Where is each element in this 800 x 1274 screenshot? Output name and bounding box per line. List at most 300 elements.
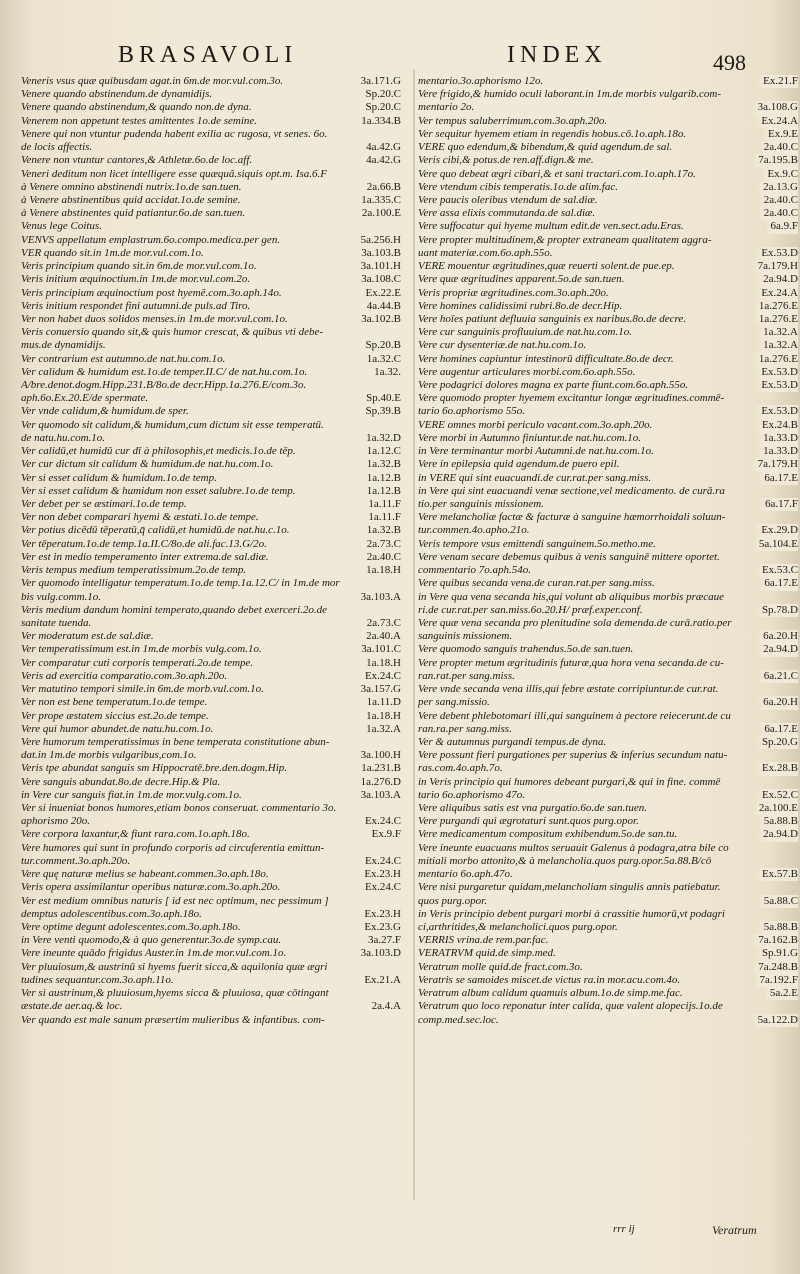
index-entry <box>21 432 401 445</box>
entry-reference: Ex.24.C <box>359 670 401 683</box>
index-entry <box>418 141 798 154</box>
entry-reference: 3a.157.G <box>355 683 401 696</box>
index-entry <box>418 591 798 604</box>
index-entry <box>418 194 798 207</box>
entry-text: in Vere venti quomodo,& à quo generentur.3o.de symp.cau. <box>21 934 282 947</box>
entry-text: ri.de cur.rat.per san.miss.6o.20.H/ præf.exper.conf. <box>418 603 643 616</box>
index-entry <box>418 947 798 960</box>
index-entry <box>418 855 798 868</box>
entry-text: Venerem non appetunt testes amittentes 1o.de semine. <box>21 114 258 127</box>
entry-text: Ver tempus saluberrimum.com.3o.aph.20o. <box>418 114 608 127</box>
entry-text: in Veris principio qui humores debeant purgari,& qui in fine. commē <box>418 775 721 788</box>
entry-reference: 2a.94.D <box>757 273 798 286</box>
entry-reference: 7a.192.F <box>754 974 799 987</box>
entry-reference: 3a.101.C <box>355 643 401 656</box>
entry-text: Venere qui non vtuntur pudenda habent exilia ac rugosa, vt senes. 6o. <box>21 127 328 140</box>
entry-text: VERE quo edendum,& bibendum,& quid agendum.de sal. <box>418 141 673 154</box>
entry-reference: Ex.24.C <box>359 881 401 894</box>
left-column <box>21 75 401 1027</box>
entry-reference: 4a.44.B <box>361 300 401 313</box>
entry-text: VER quando sit.in 1m.de mor.vul.com.1o. <box>21 246 204 259</box>
index-entry <box>418 683 798 696</box>
index-entry <box>418 366 798 379</box>
entry-text: tudines sequantur.com.3o.aph.11o. <box>21 973 174 986</box>
index-entry <box>21 921 401 934</box>
index-entry <box>418 551 798 564</box>
entry-text: sanitate tuenda. <box>21 616 92 629</box>
index-entry <box>418 842 798 855</box>
entry-text: Vere purgandi qui ægrotaturi sunt.quos purg.opor. <box>418 815 639 828</box>
index-entry <box>21 828 401 841</box>
index-entry <box>21 498 401 511</box>
entry-text: Veris initium æquinoctium.in 1m.de mor.vul.com.2o. <box>21 273 251 286</box>
entry-reference: 7a.248.B <box>752 961 798 974</box>
index-entry <box>418 168 798 181</box>
entry-text: Veneris vsus quæ quibusdam agat.in 6m.de mor.vul.com.3o. <box>21 75 284 87</box>
index-entry <box>418 326 798 339</box>
entry-text: mentario 2o. <box>418 101 475 114</box>
entry-text: Vere frigido,& humido oculi laborant.in 1m.de morbis vulgarib.com- <box>418 88 721 101</box>
running-header <box>0 14 800 75</box>
index-entry <box>21 842 401 855</box>
entry-reference: 3a.108.G <box>752 101 798 114</box>
entry-text: comp.med.sec.loc. <box>418 1013 499 1026</box>
entry-reference: 3a.27.F <box>362 934 401 947</box>
entry-reference: Ex.29.D <box>755 524 798 537</box>
entry-reference: 1a.32.C <box>361 353 401 366</box>
entry-text: Vere optime degunt adolescentes.com.3o.aph.18o. <box>21 921 241 933</box>
entry-text: commentario 7o.aph.54o. <box>418 564 532 577</box>
entry-text: Vere assa elixis commutanda.de sal.diæ. <box>418 207 596 220</box>
entry-text: Ver si inueniat bonos humores,etiam bonos conseruat. commentario 3o. <box>21 802 337 815</box>
entry-text: Vere ineunte euacuans multos seruauit Galenus à podagra,atra bile co <box>418 841 729 854</box>
entry-reference: 2a.66.B <box>361 181 401 194</box>
entry-text: Ver sequitur hyemem etiam in regendis hobus.cō.1o.aph.18o. <box>418 127 687 140</box>
entry-reference: 6a.17.F <box>759 498 798 511</box>
index-entry <box>418 181 798 194</box>
entry-reference: 2a.100.E <box>356 207 401 220</box>
index-entry <box>418 670 798 683</box>
entry-reference: 3a.171.G <box>355 75 401 88</box>
index-entry <box>21 723 401 736</box>
index-entry <box>21 908 401 921</box>
index-entry <box>21 815 401 828</box>
entry-reference: Ex.24.C <box>359 855 401 868</box>
entry-reference: 1a.276.D <box>355 776 401 789</box>
entry-reference: 6a.9.F <box>765 220 799 233</box>
entry-reference: 6a.21.C <box>758 670 798 683</box>
entry-text: Veratris se samoides miscet.de victus ra.in mor.acu.com.4o. <box>418 973 681 986</box>
index-entry <box>418 472 798 485</box>
entry-text: VENVS appellatum emplastrum.6o.compo.medica.per gen. <box>21 233 281 246</box>
entry-reference: 1a.12.B <box>361 472 401 485</box>
entry-reference: 1a.32.A <box>757 326 798 339</box>
index-entry <box>418 961 798 974</box>
index-entry <box>21 287 401 300</box>
entry-reference: Sp.40.E <box>360 392 401 405</box>
index-entry <box>21 353 401 366</box>
entry-reference: Ex.24.A <box>755 287 798 300</box>
entry-text: Venere quando abstinendum,& quando non.de dyna. <box>21 101 252 114</box>
index-entry <box>21 710 401 723</box>
entry-text: Veratrum quo loco reponatur inter calida, quæ valent alopecijs.1o.de <box>418 1000 723 1013</box>
entry-text: mentario.3o.aphorismo 12o. <box>418 75 544 87</box>
index-entry <box>418 445 798 458</box>
index-entry <box>418 220 798 233</box>
entry-reference: 1a.276.E <box>753 353 798 366</box>
index-entry <box>418 828 798 841</box>
entry-text: mentario 6o.aph.47o. <box>418 868 513 881</box>
index-entry <box>418 379 798 392</box>
index-entry <box>21 458 401 471</box>
entry-reference: Ex.52.C <box>756 789 798 802</box>
entry-text: Ver temperatissimum est.in 1m.de morbis vulg.com.1o. <box>21 643 262 656</box>
entry-text: Ver vnde calidum,& humidum.de sper. <box>21 405 189 418</box>
entry-reference: Ex.24.C <box>359 815 401 828</box>
index-entry <box>418 604 798 617</box>
entry-reference: 5a.122.D <box>752 1014 798 1027</box>
entry-reference: 3a.103.A <box>355 591 401 604</box>
entry-text: Veris ad exercitia comparatio.com.3o.aph.20o. <box>21 669 228 682</box>
entry-text: ran.rat.per sang.miss. <box>418 669 515 682</box>
index-entry <box>21 683 401 696</box>
entry-reference: 2a.40.A <box>360 630 401 643</box>
index-entry <box>21 88 401 101</box>
index-entry <box>21 868 401 881</box>
entry-text: Vere quomodo propter hyemem excitantur longæ ægritudines.commē- <box>418 392 725 405</box>
index-entry <box>418 154 798 167</box>
entry-reference: 3a.103.A <box>355 789 401 802</box>
entry-text: Ver non habet duos solidos menses.in 1m.de mor.vul.com.1o. <box>21 312 288 325</box>
entry-text: quos purg.opor. <box>418 894 487 907</box>
entry-reference: Sp.20.C <box>360 101 401 114</box>
index-entry <box>418 128 798 141</box>
index-entry <box>21 591 401 604</box>
entry-reference: 2a.40.C <box>361 551 401 564</box>
entry-reference: 2a.40.C <box>758 141 798 154</box>
entry-text: in Veris principio debent purgari morbi à crassitie humorū,vt podagri <box>418 907 725 920</box>
entry-text: Veris propriæ ægritudines.com.3o.aph.20o. <box>418 286 609 299</box>
index-entry <box>21 643 401 656</box>
entry-text: Veratrum molle quid.de fract.com.3o. <box>418 960 583 973</box>
entry-text: Ver quomodo sit calidum,& humidum,cum dictum sit esse temperatū. <box>21 418 324 431</box>
entry-text: Vere melancholiæ factæ & facturæ à sanguine hæmorrhoidali soluun- <box>418 511 726 524</box>
entry-text: Veris tempore vsus emittendi sanguinem.5o.metho.me. <box>418 537 656 550</box>
index-entry <box>418 419 798 432</box>
index-entry <box>21 379 401 392</box>
index-entry <box>21 247 401 260</box>
index-entry <box>418 485 798 498</box>
entry-reference: 1a.32.A <box>360 723 401 736</box>
index-entry <box>21 749 401 762</box>
entry-text: Venus lege Coitus. <box>21 220 102 233</box>
entry-reference: 1a.335.C <box>355 194 401 207</box>
entry-reference: Ex.53.D <box>755 247 798 260</box>
entry-text: bis vulg.comm.1o. <box>21 590 102 603</box>
entry-reference: 2a.73.C <box>361 538 401 551</box>
index-entry <box>21 313 401 326</box>
entry-text: Vere homines capiuntur intestinorū difficultate.8o.de decr. <box>418 352 674 365</box>
entry-text: VERRIS vrina.de rem.par.fac. <box>418 934 549 947</box>
entry-text: à Venere omnino abstinendi nutrix.1o.de san.tuen. <box>21 180 242 193</box>
entry-reference: Ex.9.F <box>366 828 401 841</box>
index-entry <box>21 974 401 987</box>
entry-text: Vere humorum temperatissimus in bene temperata constitutione abun- <box>21 735 330 748</box>
index-entry <box>21 670 401 683</box>
entry-reference: 7a.179.H <box>752 260 798 273</box>
index-entry <box>418 749 798 762</box>
entry-reference: Ex.53.D <box>755 405 798 418</box>
index-entry <box>21 128 401 141</box>
entry-text: Vere sanguis abundat.8o.de decre.Hip.& Pla. <box>21 775 221 788</box>
entry-text: Ver tēperatum.1o.de temp.1a.II.C/8o.de ali.fac.13.G/2o. <box>21 537 267 550</box>
entry-text: à Venere abstinentes quid patiantur.6o.de san.tuen. <box>21 207 246 220</box>
entry-reference: 1a.32. <box>368 366 401 379</box>
index-entry <box>418 987 798 1000</box>
index-entry <box>21 617 401 630</box>
entry-reference: 7a.179.H <box>752 458 798 471</box>
index-entry <box>21 1014 401 1027</box>
entry-text: Vere homines calidissimi rubri.8o.de decr.Hip. <box>418 299 623 312</box>
entry-text: VERE omnes morbi periculo vacant.com.3o.aph.20o. <box>418 418 653 431</box>
entry-text: ci,arthritides,& melancholici.quos purg.opor. <box>418 921 618 933</box>
entry-text: in Vere terminantur morbi Autumni.de nat.hu.com.1o. <box>418 445 654 458</box>
entry-text: tur.comment.3o.aph.20o. <box>21 854 131 867</box>
entry-text: Veris tpe abundat sanguis sm Hippocratē.bre.den.dogm.Hip. <box>21 762 288 775</box>
entry-text: Vere debent phlebotomari illi,qui sanguinem à pectore reiecerunt.de cu <box>418 709 731 722</box>
entry-reference: 5a.88.B <box>758 815 798 828</box>
index-entry <box>21 1000 401 1013</box>
entry-text: Ver & autumnus purgandi tempus.de dyna. <box>418 735 607 748</box>
entry-text: Ver potius dicēdū tēperatū,q̄ calidū,et humidū.de nat.hu.c.1o. <box>21 524 290 537</box>
index-entry <box>418 260 798 273</box>
index-entry <box>21 696 401 709</box>
index-entry <box>418 234 798 247</box>
index-entry <box>21 260 401 273</box>
index-entry <box>21 736 401 749</box>
index-entry <box>418 789 798 802</box>
entry-reference: 1a.18.H <box>360 564 401 577</box>
entry-text: mus.de dynamidijs. <box>21 339 106 352</box>
index-entry <box>21 630 401 643</box>
entry-reference: 6a.20.H <box>757 630 798 643</box>
entry-text: Veris principium quando sit.in 6m.de mor.vul.com.1o. <box>21 260 257 273</box>
index-entry <box>418 974 798 987</box>
entry-text: Ver si esset calidum & humidum non esset salubre.1o.de temp. <box>21 484 296 497</box>
entry-text: Vere augentur articulares morbi.com.6o.aph.55o. <box>418 365 636 378</box>
entry-reference: Ex.28.B <box>756 762 798 775</box>
index-entry <box>21 154 401 167</box>
entry-reference: Ex.22.E <box>360 287 401 300</box>
right-column <box>418 75 798 1027</box>
entry-text: tur.commen.4o.apho.21o. <box>418 524 530 537</box>
index-entry <box>418 88 798 101</box>
entry-text: sanguinis missionem. <box>418 630 513 643</box>
index-entry <box>418 723 798 736</box>
entry-text: VERE mouentur ægritudines,quæ reuerti solent.de pue.ep. <box>418 260 675 273</box>
index-entry <box>418 247 798 260</box>
entry-text: dat.in 1m.de morbis vulgaribus,com.1o. <box>21 749 197 762</box>
entry-reference: 2a.73.C <box>361 617 401 630</box>
entry-text: Ver non est bene temperatum.1o.de tempe. <box>21 696 208 709</box>
entry-text: Vere quæ vena secanda pro plenitudine sola demenda.de curā.ratio.per <box>418 616 732 629</box>
entry-text: in Vere qua vena secanda his,qui volunt ab aliquibus morbis præcaue <box>418 590 725 603</box>
entry-reference: 1a.18.H <box>360 710 401 723</box>
index-entry <box>418 643 798 656</box>
header-index: INDEX <box>507 42 607 68</box>
index-entry <box>418 934 798 947</box>
index-entry <box>418 895 798 908</box>
entry-text: VERATRVM quid.de simp.med. <box>418 947 556 960</box>
index-entry <box>21 472 401 485</box>
entry-text: Vere propter metum ægritudinis futuræ,qua hora vena secanda.de cu- <box>418 656 724 669</box>
entry-text: Vere possunt fieri purgationes per superius & inferius secundum natu- <box>418 749 728 762</box>
entry-text: Vere quomodo sanguis trahendus.5o.de san.tuen. <box>418 643 634 656</box>
index-entry <box>418 101 798 114</box>
index-entry <box>418 300 798 313</box>
entry-reference: 1a.11.F <box>362 498 401 511</box>
entry-text: in Vere cur sanguis fiat.in 1m.de mor.vulg.com.1o. <box>21 788 242 801</box>
page-number: 498 <box>713 50 746 75</box>
index-entry <box>418 802 798 815</box>
entry-reference: Sp.91.G <box>756 947 798 960</box>
entry-text: Vere cur dysenteriæ.de nat.hu.com.1o. <box>418 339 587 352</box>
entry-text: tario 6o.aphorismo 55o. <box>418 405 525 418</box>
entry-text: Vere morbi in Autumno finiuntur.de nat.hu.com.1o. <box>418 431 642 444</box>
index-entry <box>418 630 798 643</box>
entry-text: mitiali morbo attonito,& à melancholia.quos purg.opor.5a.88.B/cō <box>418 854 712 867</box>
index-entry <box>418 736 798 749</box>
entry-text: Ver cur dictum sit calidum & humidum.de nat.hu.com.1o. <box>21 458 274 471</box>
entry-text: Ver contrarium est autumno.de nat.hu.com.1o. <box>21 352 226 365</box>
index-entry <box>418 405 798 418</box>
entry-reference: Ex.23.H <box>358 908 401 921</box>
index-entry <box>418 353 798 366</box>
column-divider <box>413 70 415 1200</box>
entry-text: tario 6o.aphorismo 47o. <box>418 788 525 801</box>
entry-text: Vere qui humor abundet.de natu.hu.com.1o. <box>21 722 214 735</box>
entry-text: Venere non vtuntur cantores,& Athletæ.6o.de loc.aff. <box>21 154 253 167</box>
entry-text: in Vere qui sint euacuandi venæ sectione,vel medicamento. de curā.ra <box>418 484 725 497</box>
entry-reference: 6a.17.E <box>758 577 798 590</box>
index-entry <box>21 300 401 313</box>
index-entry <box>418 524 798 537</box>
index-entry <box>418 696 798 709</box>
entry-reference: 5a.88.C <box>758 895 798 908</box>
index-entry <box>418 1000 798 1013</box>
entry-text: Ver calidū,et humidū cur dī à philosophis,et medicis.1o.de tēp. <box>21 445 296 458</box>
index-entry <box>418 498 798 511</box>
entry-text: æstate.de aer.aq.& loc. <box>21 1000 123 1013</box>
entry-text: Veneri deditum non licet intelligere esse quæquã.siquis opt.m. Isa.6.F <box>21 167 328 180</box>
entry-text: Vere medicamentum compositum exhibendum.5o.de san.tu. <box>418 828 678 841</box>
entry-text: Veris conuersio quando sit,& quis humor crescat, & quibus vti debe- <box>21 326 324 339</box>
index-entry <box>21 445 401 458</box>
entry-reference: 5a.104.E <box>753 538 798 551</box>
entry-text: ran.ra.per sang.miss. <box>418 722 512 735</box>
entry-text: Vere aliquibus satis est vna purgatio.6o.de san.tuen. <box>418 802 647 815</box>
entry-text: Vere hoīes patiunt defluuia sanguinis ex naribus.8o.de decre. <box>418 312 687 325</box>
entry-reference: 3a.108.C <box>355 273 401 286</box>
entry-reference: 4a.42.G <box>360 141 401 154</box>
entry-text: Veris medium dandum homini temperato,quando debet exerceri.2o.de <box>21 603 328 616</box>
entry-reference: Ex.24.B <box>756 419 798 432</box>
index-entry <box>418 710 798 723</box>
index-entry <box>21 366 401 379</box>
index-entry <box>418 921 798 934</box>
index-entry <box>21 115 401 128</box>
index-entry <box>21 657 401 670</box>
entry-text: Vere propter multitudinem,& propter extraneam qualitatem aggra- <box>418 233 712 246</box>
entry-text: per sang.missio. <box>418 696 490 709</box>
index-entry <box>21 776 401 789</box>
entry-reference: 1a.33.D <box>757 432 798 445</box>
index-entry <box>418 287 798 300</box>
entry-reference: 2a.94.D <box>757 643 798 656</box>
entry-text: A/bre.denot.dogm.Hipp.231.B/8o.de decr.Hipp.1a.276.E/com.3o. <box>21 379 307 392</box>
entry-reference: 3a.100.H <box>355 749 401 762</box>
entry-reference: 2a.94.D <box>757 828 798 841</box>
index-entry <box>21 168 401 181</box>
index-entry <box>21 551 401 564</box>
entry-text: à Venere abstinentibus quid accidat.1o.de semine. <box>21 193 241 206</box>
index-entry <box>21 101 401 114</box>
entry-text: Venere quando abstinendum.de dynamidijs. <box>21 88 213 101</box>
entry-reference: 2a.4.A <box>366 1000 401 1013</box>
entry-reference: 7a.195.B <box>752 154 798 167</box>
index-entry <box>21 392 401 405</box>
entry-text: Ver calidum & humidum est.1o.de temper.II.C/ de nat.hu.com.1o. <box>21 365 308 378</box>
entry-text: Veris cibi,& potus.de ren.aff.dign.& me. <box>418 154 594 167</box>
entry-reference: 1a.32.B <box>361 458 401 471</box>
entry-reference: Ex.53.C <box>756 564 798 577</box>
entry-text: Ver moderatum est.de sal.diæ. <box>21 630 154 643</box>
entry-text: Ver quomodo intelligatur temperatum.1o.de temp.1a.12.C/ in 1m.de mor <box>21 577 340 590</box>
entry-text: Vere nisi purgaretur quidam,melancholiam singulis annis patiebatur. <box>418 881 721 894</box>
entry-text: Vere cur sanguinis profluuium.de nat.hu.com.1o. <box>418 326 632 339</box>
index-entry <box>418 577 798 590</box>
index-entry <box>21 273 401 286</box>
entry-reference: 7a.162.B <box>752 934 798 947</box>
entry-reference: 1a.32.D <box>360 432 401 445</box>
entry-text: Ver quando est male sanum præsertim mulieribus & infantibus. com- <box>21 1013 325 1026</box>
entry-reference: 2a.100.E <box>753 802 798 815</box>
entry-text: Veris tempus medium temperatissimum.2o.de temp. <box>21 564 247 577</box>
entry-text: Vere suffocatur qui hyeme multum edit.de ven.sect.adu.Eras. <box>418 220 684 233</box>
index-entry <box>418 511 798 524</box>
entry-reference: Sp.20.G <box>756 736 798 749</box>
index-entry <box>21 961 401 974</box>
index-entry <box>21 855 401 868</box>
index-entry <box>21 181 401 194</box>
index-entry <box>21 934 401 947</box>
index-entry <box>21 987 401 1000</box>
entry-text: uant materiæ.com.6o.aph.55o. <box>418 246 553 259</box>
index-entry <box>418 617 798 630</box>
entry-text: Vere paucis oleribus vtendum de sal.diæ. <box>418 193 598 206</box>
index-entry <box>21 194 401 207</box>
header-author: BRASAVOLI <box>118 42 298 68</box>
index-entry <box>21 577 401 590</box>
entry-reference: Ex.53.D <box>755 379 798 392</box>
entry-reference: 6a.17.E <box>758 723 798 736</box>
entry-text: Veris opera assimilantur operibus naturæ.com.3o.aph.20o. <box>21 881 281 894</box>
entry-text: Ver matutino tempori simile.in 6m.de morb.vul.com.1o. <box>21 683 264 696</box>
entry-reference: 1a.33.D <box>757 445 798 458</box>
entry-reference: Sp.20.C <box>360 88 401 101</box>
index-entry <box>418 432 798 445</box>
index-entry <box>418 776 798 789</box>
